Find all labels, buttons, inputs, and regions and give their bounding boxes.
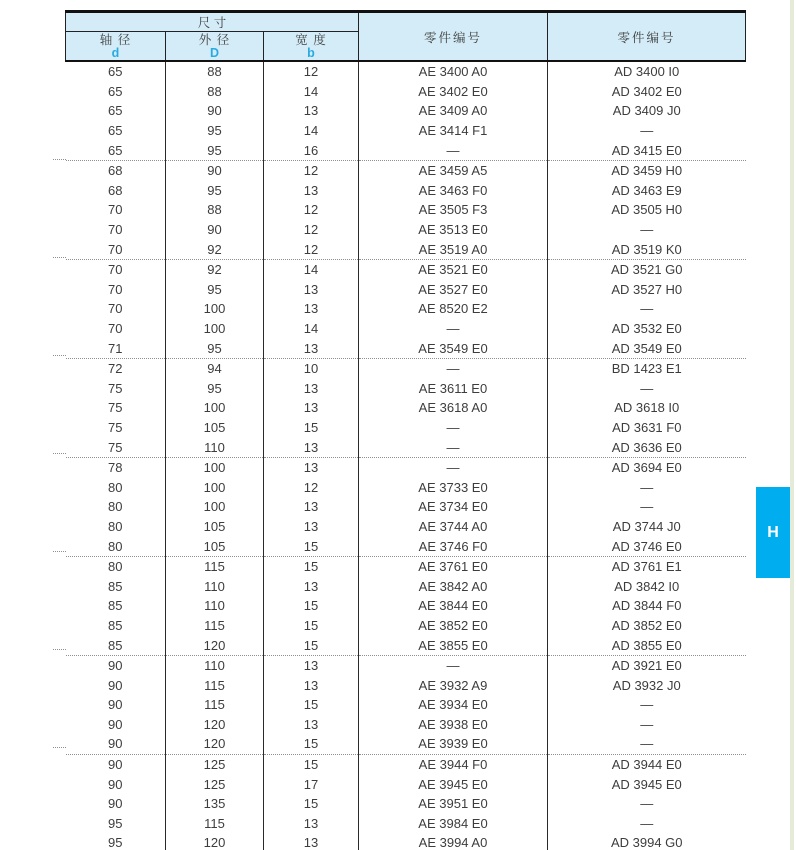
cell-part-ae: AE 3409 A0 <box>359 101 548 121</box>
cell-width: 12 <box>264 200 359 220</box>
cell-shaft-diameter: 90 <box>66 774 166 794</box>
header-size-group: 尺 寸 <box>66 12 359 32</box>
cell-part-ad: AD 3521 G0 <box>548 259 746 279</box>
header-outer-diameter-symbol: D <box>209 45 220 60</box>
cell-outer-diameter: 100 <box>166 477 264 497</box>
cell-part-ae: — <box>359 319 548 339</box>
cell-width: 13 <box>264 457 359 477</box>
cell-width: 13 <box>264 576 359 596</box>
cell-outer-diameter: 120 <box>166 635 264 655</box>
cell-part-ae: AE 3618 A0 <box>359 398 548 418</box>
header-part-number-2: 零件编号 <box>548 12 746 62</box>
cell-shaft-diameter: 85 <box>66 635 166 655</box>
cell-shaft-diameter: 70 <box>66 239 166 259</box>
table-row <box>66 616 746 636</box>
table-row <box>66 576 746 596</box>
cell-shaft-diameter: 75 <box>66 418 166 438</box>
page-edge-strip <box>790 0 794 850</box>
table-row <box>66 398 746 418</box>
cell-part-ae: AE 3934 E0 <box>359 695 548 715</box>
header-shaft-diameter <box>66 32 166 62</box>
dotted-separator-overhang <box>53 453 66 454</box>
cell-part-ad: AD 3409 J0 <box>548 101 746 121</box>
cell-part-ae: AE 3939 E0 <box>359 734 548 754</box>
cell-shaft-diameter: 95 <box>66 833 166 850</box>
cell-part-ae: AE 3549 E0 <box>359 338 548 358</box>
cell-part-ad: AD 3527 H0 <box>548 280 746 300</box>
section-tab-label: H <box>767 523 779 541</box>
dotted-separator-overhang <box>53 551 66 552</box>
cell-part-ad: AD 3505 H0 <box>548 200 746 220</box>
table-row <box>66 121 746 141</box>
cell-width: 17 <box>264 774 359 794</box>
cell-width: 12 <box>264 61 359 82</box>
table-row <box>66 497 746 517</box>
cell-shaft-diameter: 70 <box>66 259 166 279</box>
cell-width: 13 <box>264 338 359 358</box>
cell-part-ae: AE 3852 E0 <box>359 616 548 636</box>
cell-shaft-diameter: 68 <box>66 181 166 201</box>
cell-part-ae: — <box>359 457 548 477</box>
cell-part-ad: AD 3459 H0 <box>548 160 746 180</box>
cell-part-ae: AE 3414 F1 <box>359 121 548 141</box>
cell-part-ae: — <box>359 655 548 675</box>
cell-width: 13 <box>264 101 359 121</box>
cell-part-ad: — <box>548 299 746 319</box>
cell-shaft-diameter: 75 <box>66 398 166 418</box>
cell-part-ae: AE 3459 A5 <box>359 160 548 180</box>
cell-shaft-diameter: 70 <box>66 280 166 300</box>
cell-width: 13 <box>264 379 359 399</box>
cell-part-ad: AD 3852 E0 <box>548 616 746 636</box>
table-row <box>66 596 746 616</box>
cell-outer-diameter: 94 <box>166 358 264 378</box>
cell-width: 13 <box>264 398 359 418</box>
cell-width: 14 <box>264 319 359 339</box>
cell-shaft-diameter: 90 <box>66 754 166 774</box>
cell-part-ae: AE 3761 E0 <box>359 556 548 576</box>
cell-part-ae: AE 3402 E0 <box>359 82 548 102</box>
cell-part-ad: AD 3400 I0 <box>548 61 746 82</box>
cell-part-ae: AE 3951 E0 <box>359 794 548 814</box>
header-shaft-diameter-symbol: d <box>111 45 120 60</box>
cell-outer-diameter: 120 <box>166 833 264 850</box>
cell-outer-diameter: 95 <box>166 121 264 141</box>
table-row <box>66 259 746 279</box>
header-width-symbol: b <box>307 45 315 60</box>
cell-outer-diameter: 125 <box>166 774 264 794</box>
cell-shaft-diameter: 80 <box>66 536 166 556</box>
cell-shaft-diameter: 80 <box>66 477 166 497</box>
cell-shaft-diameter: 75 <box>66 379 166 399</box>
cell-part-ae: AE 3944 F0 <box>359 754 548 774</box>
cell-outer-diameter: 100 <box>166 319 264 339</box>
cell-outer-diameter: 90 <box>166 101 264 121</box>
cell-part-ae: AE 3513 E0 <box>359 220 548 240</box>
cell-shaft-diameter: 90 <box>66 675 166 695</box>
cell-outer-diameter: 135 <box>166 794 264 814</box>
cell-width: 15 <box>264 596 359 616</box>
cell-width: 15 <box>264 794 359 814</box>
cell-outer-diameter: 92 <box>166 259 264 279</box>
parts-table <box>65 10 746 850</box>
cell-part-ad: AD 3402 E0 <box>548 82 746 102</box>
cell-width: 14 <box>264 121 359 141</box>
header-outer-diameter <box>166 32 264 62</box>
cell-part-ae: AE 3519 A0 <box>359 239 548 259</box>
table-row <box>66 536 746 556</box>
cell-part-ad: AD 3636 E0 <box>548 437 746 457</box>
cell-part-ae: — <box>359 418 548 438</box>
cell-outer-diameter: 110 <box>166 437 264 457</box>
cell-part-ae: AE 3842 A0 <box>359 576 548 596</box>
cell-width: 15 <box>264 556 359 576</box>
table-row <box>66 358 746 378</box>
cell-part-ae: AE 3733 E0 <box>359 477 548 497</box>
table-row <box>66 715 746 735</box>
cell-width: 15 <box>264 635 359 655</box>
dotted-separator-overhang <box>53 159 66 160</box>
cell-shaft-diameter: 80 <box>66 517 166 537</box>
cell-shaft-diameter: 65 <box>66 121 166 141</box>
cell-part-ae: AE 3734 E0 <box>359 497 548 517</box>
cell-width: 13 <box>264 675 359 695</box>
cell-shaft-diameter: 90 <box>66 794 166 814</box>
cell-outer-diameter: 110 <box>166 655 264 675</box>
cell-shaft-diameter: 85 <box>66 596 166 616</box>
cell-shaft-diameter: 71 <box>66 338 166 358</box>
cell-width: 13 <box>264 497 359 517</box>
cell-part-ae: AE 3746 F0 <box>359 536 548 556</box>
cell-shaft-diameter: 80 <box>66 556 166 576</box>
cell-outer-diameter: 100 <box>166 457 264 477</box>
table-row <box>66 635 746 655</box>
table-row <box>66 140 746 160</box>
cell-outer-diameter: 105 <box>166 517 264 537</box>
table-row <box>66 734 746 754</box>
table-row <box>66 101 746 121</box>
cell-width: 12 <box>264 477 359 497</box>
cell-outer-diameter: 100 <box>166 398 264 418</box>
cell-outer-diameter: 120 <box>166 734 264 754</box>
cell-outer-diameter: 110 <box>166 576 264 596</box>
cell-part-ae: AE 3527 E0 <box>359 280 548 300</box>
cell-outer-diameter: 125 <box>166 754 264 774</box>
cell-shaft-diameter: 65 <box>66 140 166 160</box>
cell-shaft-diameter: 85 <box>66 576 166 596</box>
dotted-separator-overhang <box>53 355 66 356</box>
table-row <box>66 379 746 399</box>
cell-part-ad: AD 3844 F0 <box>548 596 746 616</box>
cell-shaft-diameter: 75 <box>66 437 166 457</box>
cell-part-ad: AD 3761 E1 <box>548 556 746 576</box>
cell-part-ae: AE 3945 E0 <box>359 774 548 794</box>
cell-shaft-diameter: 68 <box>66 160 166 180</box>
cell-width: 12 <box>264 239 359 259</box>
table-row <box>66 517 746 537</box>
cell-outer-diameter: 115 <box>166 814 264 834</box>
cell-part-ad: AD 3618 I0 <box>548 398 746 418</box>
cell-shaft-diameter: 80 <box>66 497 166 517</box>
table-row <box>66 239 746 259</box>
cell-part-ae: — <box>359 140 548 160</box>
cell-width: 14 <box>264 82 359 102</box>
cell-part-ae: AE 3984 E0 <box>359 814 548 834</box>
cell-part-ad: — <box>548 715 746 735</box>
cell-shaft-diameter: 70 <box>66 200 166 220</box>
dotted-separator-overhang <box>53 747 66 748</box>
cell-shaft-diameter: 95 <box>66 814 166 834</box>
cell-outer-diameter: 115 <box>166 616 264 636</box>
cell-part-ad: AD 3463 E9 <box>548 181 746 201</box>
cell-part-ad: AD 3415 E0 <box>548 140 746 160</box>
cell-width: 13 <box>264 299 359 319</box>
table-row <box>66 181 746 201</box>
cell-outer-diameter: 92 <box>166 239 264 259</box>
cell-part-ad: — <box>548 814 746 834</box>
cell-shaft-diameter: 78 <box>66 457 166 477</box>
cell-width: 14 <box>264 259 359 279</box>
cell-part-ad: AD 3855 E0 <box>548 635 746 655</box>
cell-part-ad: AD 3631 F0 <box>548 418 746 438</box>
table-row <box>66 457 746 477</box>
table-row <box>66 160 746 180</box>
table-row <box>66 338 746 358</box>
cell-part-ae: AE 3744 A0 <box>359 517 548 537</box>
cell-width: 13 <box>264 280 359 300</box>
table-row <box>66 556 746 576</box>
cell-part-ad: AD 3744 J0 <box>548 517 746 537</box>
cell-part-ad: — <box>548 477 746 497</box>
cell-shaft-diameter: 90 <box>66 655 166 675</box>
cell-outer-diameter: 115 <box>166 695 264 715</box>
cell-part-ae: AE 3932 A9 <box>359 675 548 695</box>
cell-part-ae: AE 3400 A0 <box>359 61 548 82</box>
cell-part-ad: AD 3519 K0 <box>548 239 746 259</box>
cell-shaft-diameter: 70 <box>66 220 166 240</box>
cell-width: 15 <box>264 695 359 715</box>
cell-width: 15 <box>264 418 359 438</box>
cell-part-ad: AD 3945 E0 <box>548 774 746 794</box>
cell-outer-diameter: 105 <box>166 536 264 556</box>
cell-outer-diameter: 105 <box>166 418 264 438</box>
cell-shaft-diameter: 90 <box>66 715 166 735</box>
cell-part-ad: — <box>548 734 746 754</box>
table-row <box>66 794 746 814</box>
dotted-separator-overhang <box>53 257 66 258</box>
table-row <box>66 319 746 339</box>
table-body <box>66 61 746 850</box>
table-row <box>66 833 746 850</box>
cell-part-ae: AE 3463 F0 <box>359 181 548 201</box>
table-row <box>66 280 746 300</box>
cell-outer-diameter: 110 <box>166 596 264 616</box>
cell-shaft-diameter: 70 <box>66 319 166 339</box>
cell-shaft-diameter: 72 <box>66 358 166 378</box>
table-row <box>66 754 746 774</box>
cell-part-ad: AD 3549 E0 <box>548 338 746 358</box>
table-row <box>66 200 746 220</box>
cell-width: 13 <box>264 715 359 735</box>
table-row <box>66 814 746 834</box>
cell-part-ad: — <box>548 794 746 814</box>
header-row-group <box>66 12 746 32</box>
cell-outer-diameter: 90 <box>166 220 264 240</box>
cell-outer-diameter: 88 <box>166 61 264 82</box>
table-row <box>66 477 746 497</box>
cell-shaft-diameter: 90 <box>66 734 166 754</box>
cell-outer-diameter: 95 <box>166 280 264 300</box>
cell-width: 13 <box>264 814 359 834</box>
cell-outer-diameter: 100 <box>166 497 264 517</box>
table-row <box>66 61 746 82</box>
cell-part-ad: AD 3746 E0 <box>548 536 746 556</box>
cell-part-ad: AD 3694 E0 <box>548 457 746 477</box>
cell-part-ad: — <box>548 695 746 715</box>
cell-part-ae: AE 3521 E0 <box>359 259 548 279</box>
cell-outer-diameter: 90 <box>166 160 264 180</box>
cell-part-ae: AE 3505 F3 <box>359 200 548 220</box>
header-width-label: 宽 度 <box>295 32 327 47</box>
section-tab-h <box>756 487 790 578</box>
cell-outer-diameter: 120 <box>166 715 264 735</box>
cell-part-ae: — <box>359 437 548 457</box>
cell-part-ad: AD 3932 J0 <box>548 675 746 695</box>
header-part-number-1: 零件编号 <box>359 12 548 62</box>
cell-shaft-diameter: 90 <box>66 695 166 715</box>
table-row <box>66 220 746 240</box>
cell-shaft-diameter: 65 <box>66 61 166 82</box>
header-width <box>264 32 359 62</box>
cell-outer-diameter: 95 <box>166 140 264 160</box>
cell-part-ae: AE 3938 E0 <box>359 715 548 735</box>
cell-width: 13 <box>264 437 359 457</box>
cell-outer-diameter: 95 <box>166 181 264 201</box>
cell-width: 13 <box>264 181 359 201</box>
cell-part-ae: AE 8520 E2 <box>359 299 548 319</box>
cell-width: 12 <box>264 220 359 240</box>
cell-part-ad: AD 3944 E0 <box>548 754 746 774</box>
cell-width: 13 <box>264 517 359 537</box>
cell-outer-diameter: 115 <box>166 675 264 695</box>
cell-width: 15 <box>264 616 359 636</box>
cell-width: 13 <box>264 833 359 850</box>
cell-part-ad: AD 3921 E0 <box>548 655 746 675</box>
cell-shaft-diameter: 70 <box>66 299 166 319</box>
dotted-separator-overhang <box>53 649 66 650</box>
table-row <box>66 82 746 102</box>
cell-outer-diameter: 115 <box>166 556 264 576</box>
cell-outer-diameter: 95 <box>166 338 264 358</box>
cell-part-ae: AE 3855 E0 <box>359 635 548 655</box>
cell-width: 10 <box>264 358 359 378</box>
cell-width: 15 <box>264 734 359 754</box>
cell-outer-diameter: 88 <box>166 82 264 102</box>
cell-shaft-diameter: 65 <box>66 82 166 102</box>
table-row <box>66 675 746 695</box>
cell-part-ad: — <box>548 497 746 517</box>
cell-shaft-diameter: 65 <box>66 101 166 121</box>
cell-part-ad: AD 3994 G0 <box>548 833 746 850</box>
cell-part-ae: AE 3844 E0 <box>359 596 548 616</box>
cell-part-ae: — <box>359 358 548 378</box>
header-shaft-diameter-label: 轴 径 <box>99 32 132 47</box>
cell-shaft-diameter: 85 <box>66 616 166 636</box>
cell-part-ae: AE 3611 E0 <box>359 379 548 399</box>
table-header <box>66 12 746 62</box>
table-row <box>66 695 746 715</box>
cell-width: 15 <box>264 536 359 556</box>
header-outer-diameter-label: 外 径 <box>198 32 231 47</box>
table-row <box>66 437 746 457</box>
cell-part-ad: — <box>548 220 746 240</box>
cell-outer-diameter: 95 <box>166 379 264 399</box>
cell-part-ad: AD 3842 I0 <box>548 576 746 596</box>
cell-outer-diameter: 100 <box>166 299 264 319</box>
cell-outer-diameter: 88 <box>166 200 264 220</box>
table-row <box>66 418 746 438</box>
cell-part-ae: AE 3994 A0 <box>359 833 548 850</box>
cell-part-ad: — <box>548 379 746 399</box>
cell-part-ad: — <box>548 121 746 141</box>
cell-width: 13 <box>264 655 359 675</box>
table-row <box>66 655 746 675</box>
cell-part-ad: AD 3532 E0 <box>548 319 746 339</box>
cell-width: 15 <box>264 754 359 774</box>
table-row <box>66 299 746 319</box>
cell-width: 16 <box>264 140 359 160</box>
cell-part-ad: BD 1423 E1 <box>548 358 746 378</box>
cell-width: 12 <box>264 160 359 180</box>
table-row <box>66 774 746 794</box>
